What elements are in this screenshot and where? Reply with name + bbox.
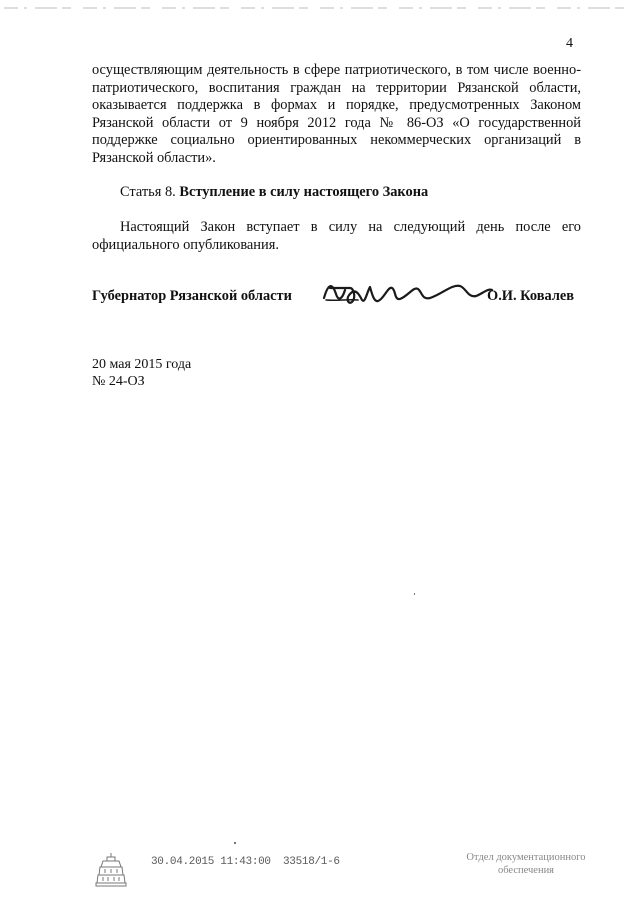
scan-speck (414, 593, 415, 595)
law-date-block (92, 356, 191, 390)
article-prefix: Статья 8. (120, 184, 176, 200)
article-title: Вступление в силу настоящего Закона (179, 184, 429, 200)
law-number: № 24-ОЗ (92, 374, 145, 389)
footer-stamp-datetime: 30.04.2015 11:43:00 (151, 856, 271, 868)
governor-title: Губернатор Рязанской области (92, 288, 292, 304)
footer-department-line2: обеспечения (497, 865, 555, 876)
page-number: 4 (566, 36, 573, 51)
governor-name: О.И. Ковалев (487, 288, 575, 304)
footer-department-line1: Отдел документационного (466, 852, 586, 863)
scan-artifact-line (4, 3, 636, 13)
footer-registration-number: 33518/1-6 (283, 856, 340, 868)
handwritten-signature (318, 274, 498, 310)
footer-department (446, 851, 606, 877)
scan-speck (234, 842, 236, 844)
paragraph-support-text: осуществляющим деятельность в сфере патриотического, в том числе военно-патриотического, воспитания граждан на территории Рязанской области, оказывается поддержка в формах и порядке, предусмотренных Законом Рязанской области от 9 ноября 2012 года № 86-ОЗ «О государственной поддержке социально ориентированных некоммерческих организаций в Рязанской области». (92, 62, 581, 166)
paragraph-entry-into-force: Настоящий Закон вступает в силу на следующий день после его официального опубликования. (92, 219, 581, 253)
law-date: 20 мая 2015 года (92, 357, 192, 372)
article-heading (120, 184, 428, 201)
emblem-icon (95, 851, 127, 887)
